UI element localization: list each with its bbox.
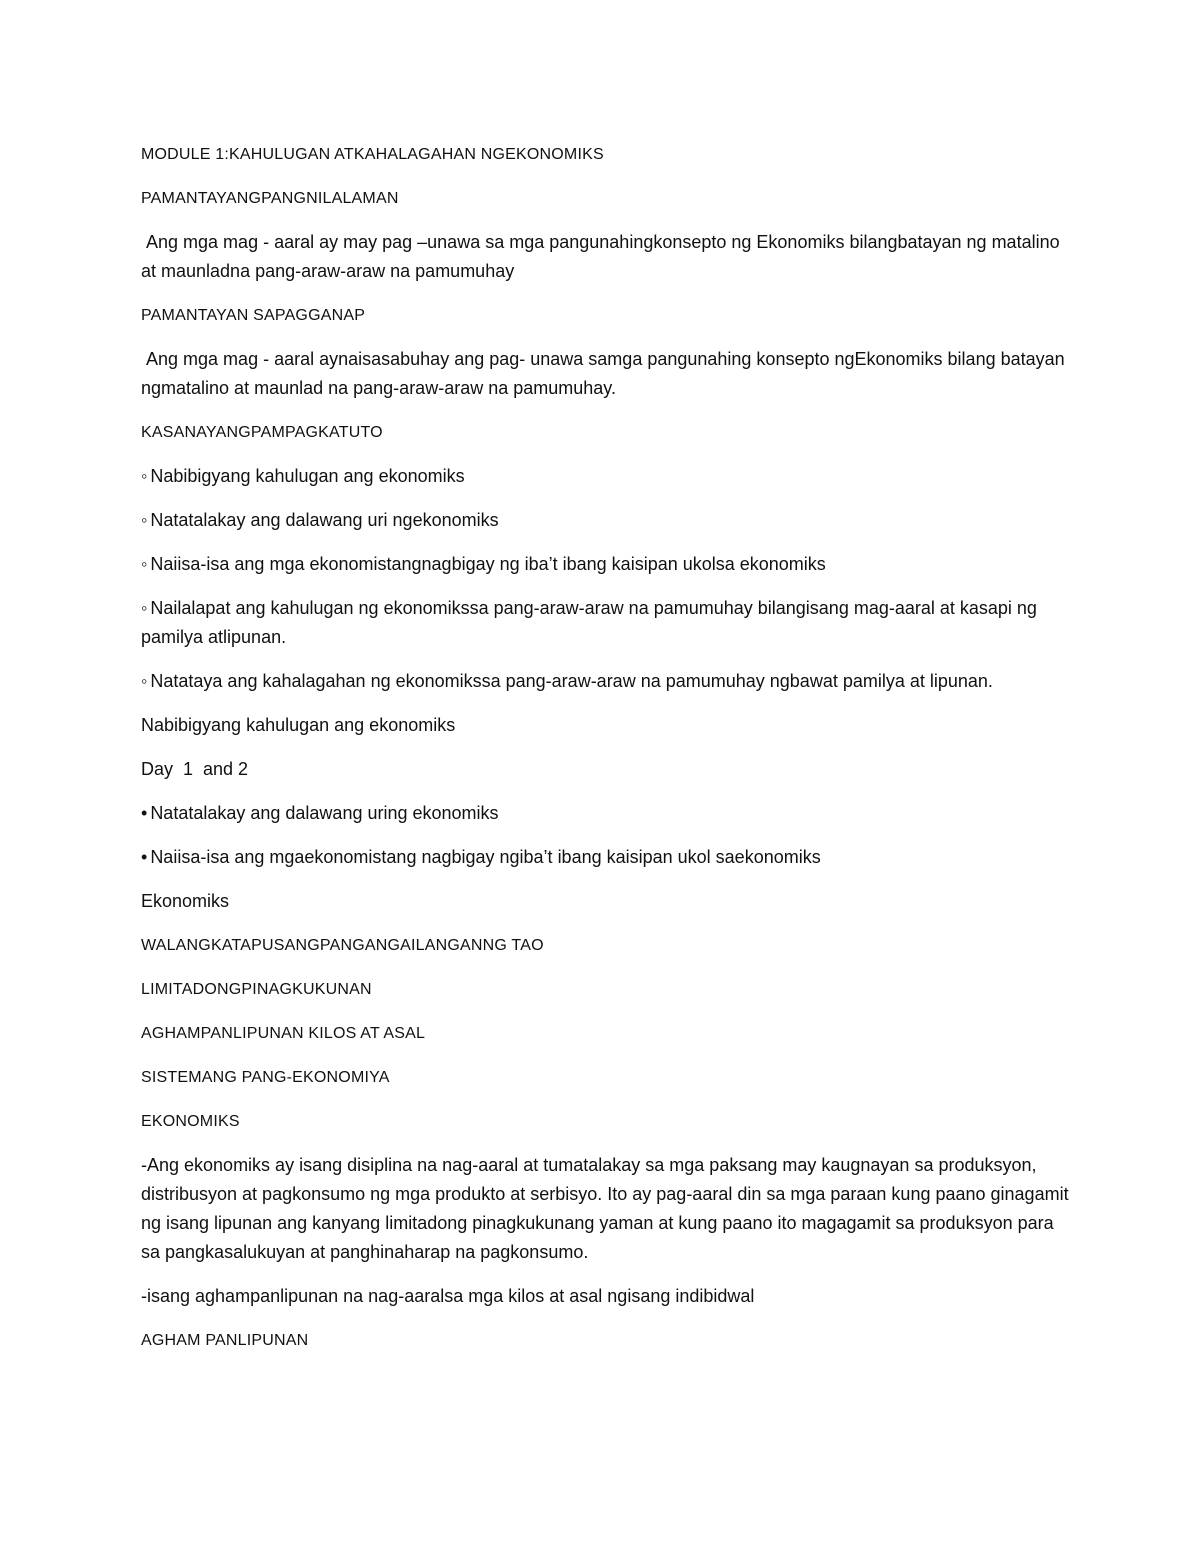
competencies-heading: KASANAYANGPAMPAGKATUTO bbox=[141, 424, 383, 441]
definition-paragraph: -isang aghampanlipunan na nag-aaralsa mga kilos at asal ngisang indibidwal bbox=[141, 1286, 755, 1306]
content-standard-heading: PAMANTAYANGPANGNILALAMAN bbox=[141, 190, 399, 207]
bullet-icon: ◦ bbox=[141, 466, 148, 486]
last-heading: AGHAM PANLIPUNAN bbox=[141, 1332, 309, 1349]
day-item-text: Natatalakay ang dalawang uring ekonomiks bbox=[150, 803, 499, 823]
competency-item bbox=[141, 462, 1071, 491]
competency-text: Nailalapat ang kahulugan ng ekonomikssa pang-araw-araw na pamumuhay bilangisang mag-aaral at kasapi ng pamilya atlipunan. bbox=[141, 598, 1042, 647]
bullet-icon: ◦ bbox=[141, 671, 148, 691]
heading-line: LIMITADONGPINAGKUKUNAN bbox=[141, 981, 372, 998]
competency-item bbox=[141, 550, 1071, 579]
heading-line: SISTEMANG PANG-EKONOMIYA bbox=[141, 1069, 390, 1086]
competency-text: Naiisa-isa ang mga ekonomistangnagbigay ng iba’t ibang kaisipan ukolsa ekonomiks bbox=[150, 554, 826, 574]
bullet-icon: • bbox=[141, 803, 148, 823]
performance-standard-heading: PAMANTAYAN SAPAGGANAP bbox=[141, 307, 366, 324]
content-standard-text: Ang mga mag - aaral ay may pag –unawa sa mga pangunahingkonsepto ng Ekonomiks bilangbatayan ng matalino at maunladna pang-araw-araw na pamumuhay bbox=[141, 232, 1065, 281]
ekonomiks-line: Ekonomiks bbox=[141, 891, 230, 911]
heading-line: WALANGKATAPUSANGPANGANGAILANGANNG TAO bbox=[141, 937, 544, 954]
day-item bbox=[141, 799, 1071, 828]
day-line: Day 1 and 2 bbox=[141, 759, 249, 779]
competency-text: Natatalakay ang dalawang uri ngekonomiks bbox=[150, 510, 499, 530]
intro-line: Nabibigyang kahulugan ang ekonomiks bbox=[141, 715, 456, 735]
competency-item bbox=[141, 506, 1071, 535]
heading-line: AGHAMPANLIPUNAN KILOS AT ASAL bbox=[141, 1025, 426, 1042]
competency-item bbox=[141, 594, 1071, 652]
bullet-icon: ◦ bbox=[141, 598, 148, 618]
document-body bbox=[141, 140, 1074, 1370]
bullet-icon: ◦ bbox=[141, 554, 148, 574]
heading-line: EKONOMIKS bbox=[141, 1113, 240, 1130]
day-item-text: Naiisa-isa ang mgaekonomistang nagbigay ngiba’t ibang kaisipan ukol saekonomiks bbox=[150, 847, 821, 867]
competency-text: Nabibigyang kahulugan ang ekonomiks bbox=[150, 466, 465, 486]
day-item bbox=[141, 843, 1071, 872]
bullet-icon: ◦ bbox=[141, 510, 148, 530]
module-title: MODULE 1:KAHULUGAN ATKAHALAGAHAN NGEKONOMIKS bbox=[141, 146, 604, 163]
competency-text: Natataya ang kahalagahan ng ekonomikssa pang-araw-araw na pamumuhay ngbawat pamilya at lipunan. bbox=[150, 671, 993, 691]
performance-standard-text: Ang mga mag - aaral aynaisasabuhay ang pag- unawa samga pangunahing konsepto ngEkonomiks bilang batayan ngmatalino at maunlad na pang-araw-araw na pamumuhay. bbox=[141, 349, 1070, 398]
competency-item bbox=[141, 667, 1071, 696]
bullet-icon: • bbox=[141, 847, 148, 867]
definition-paragraph: -Ang ekonomiks ay isang disiplina na nag-aaral at tumatalakay sa mga paksang may kaugnayan sa produksyon, distribusyon at pagkonsumo ng mga produkto at serbisyo. Ito ay pag-aaral din sa mga paraan kung paano ginagamit ng isang lipunan ang kanyang limitadong pinagkukunang yaman at kung paano ito magagamit sa produksyon para sa pangkasalukuyan at panghinaharap na pagkonsumo. bbox=[141, 1155, 1074, 1262]
